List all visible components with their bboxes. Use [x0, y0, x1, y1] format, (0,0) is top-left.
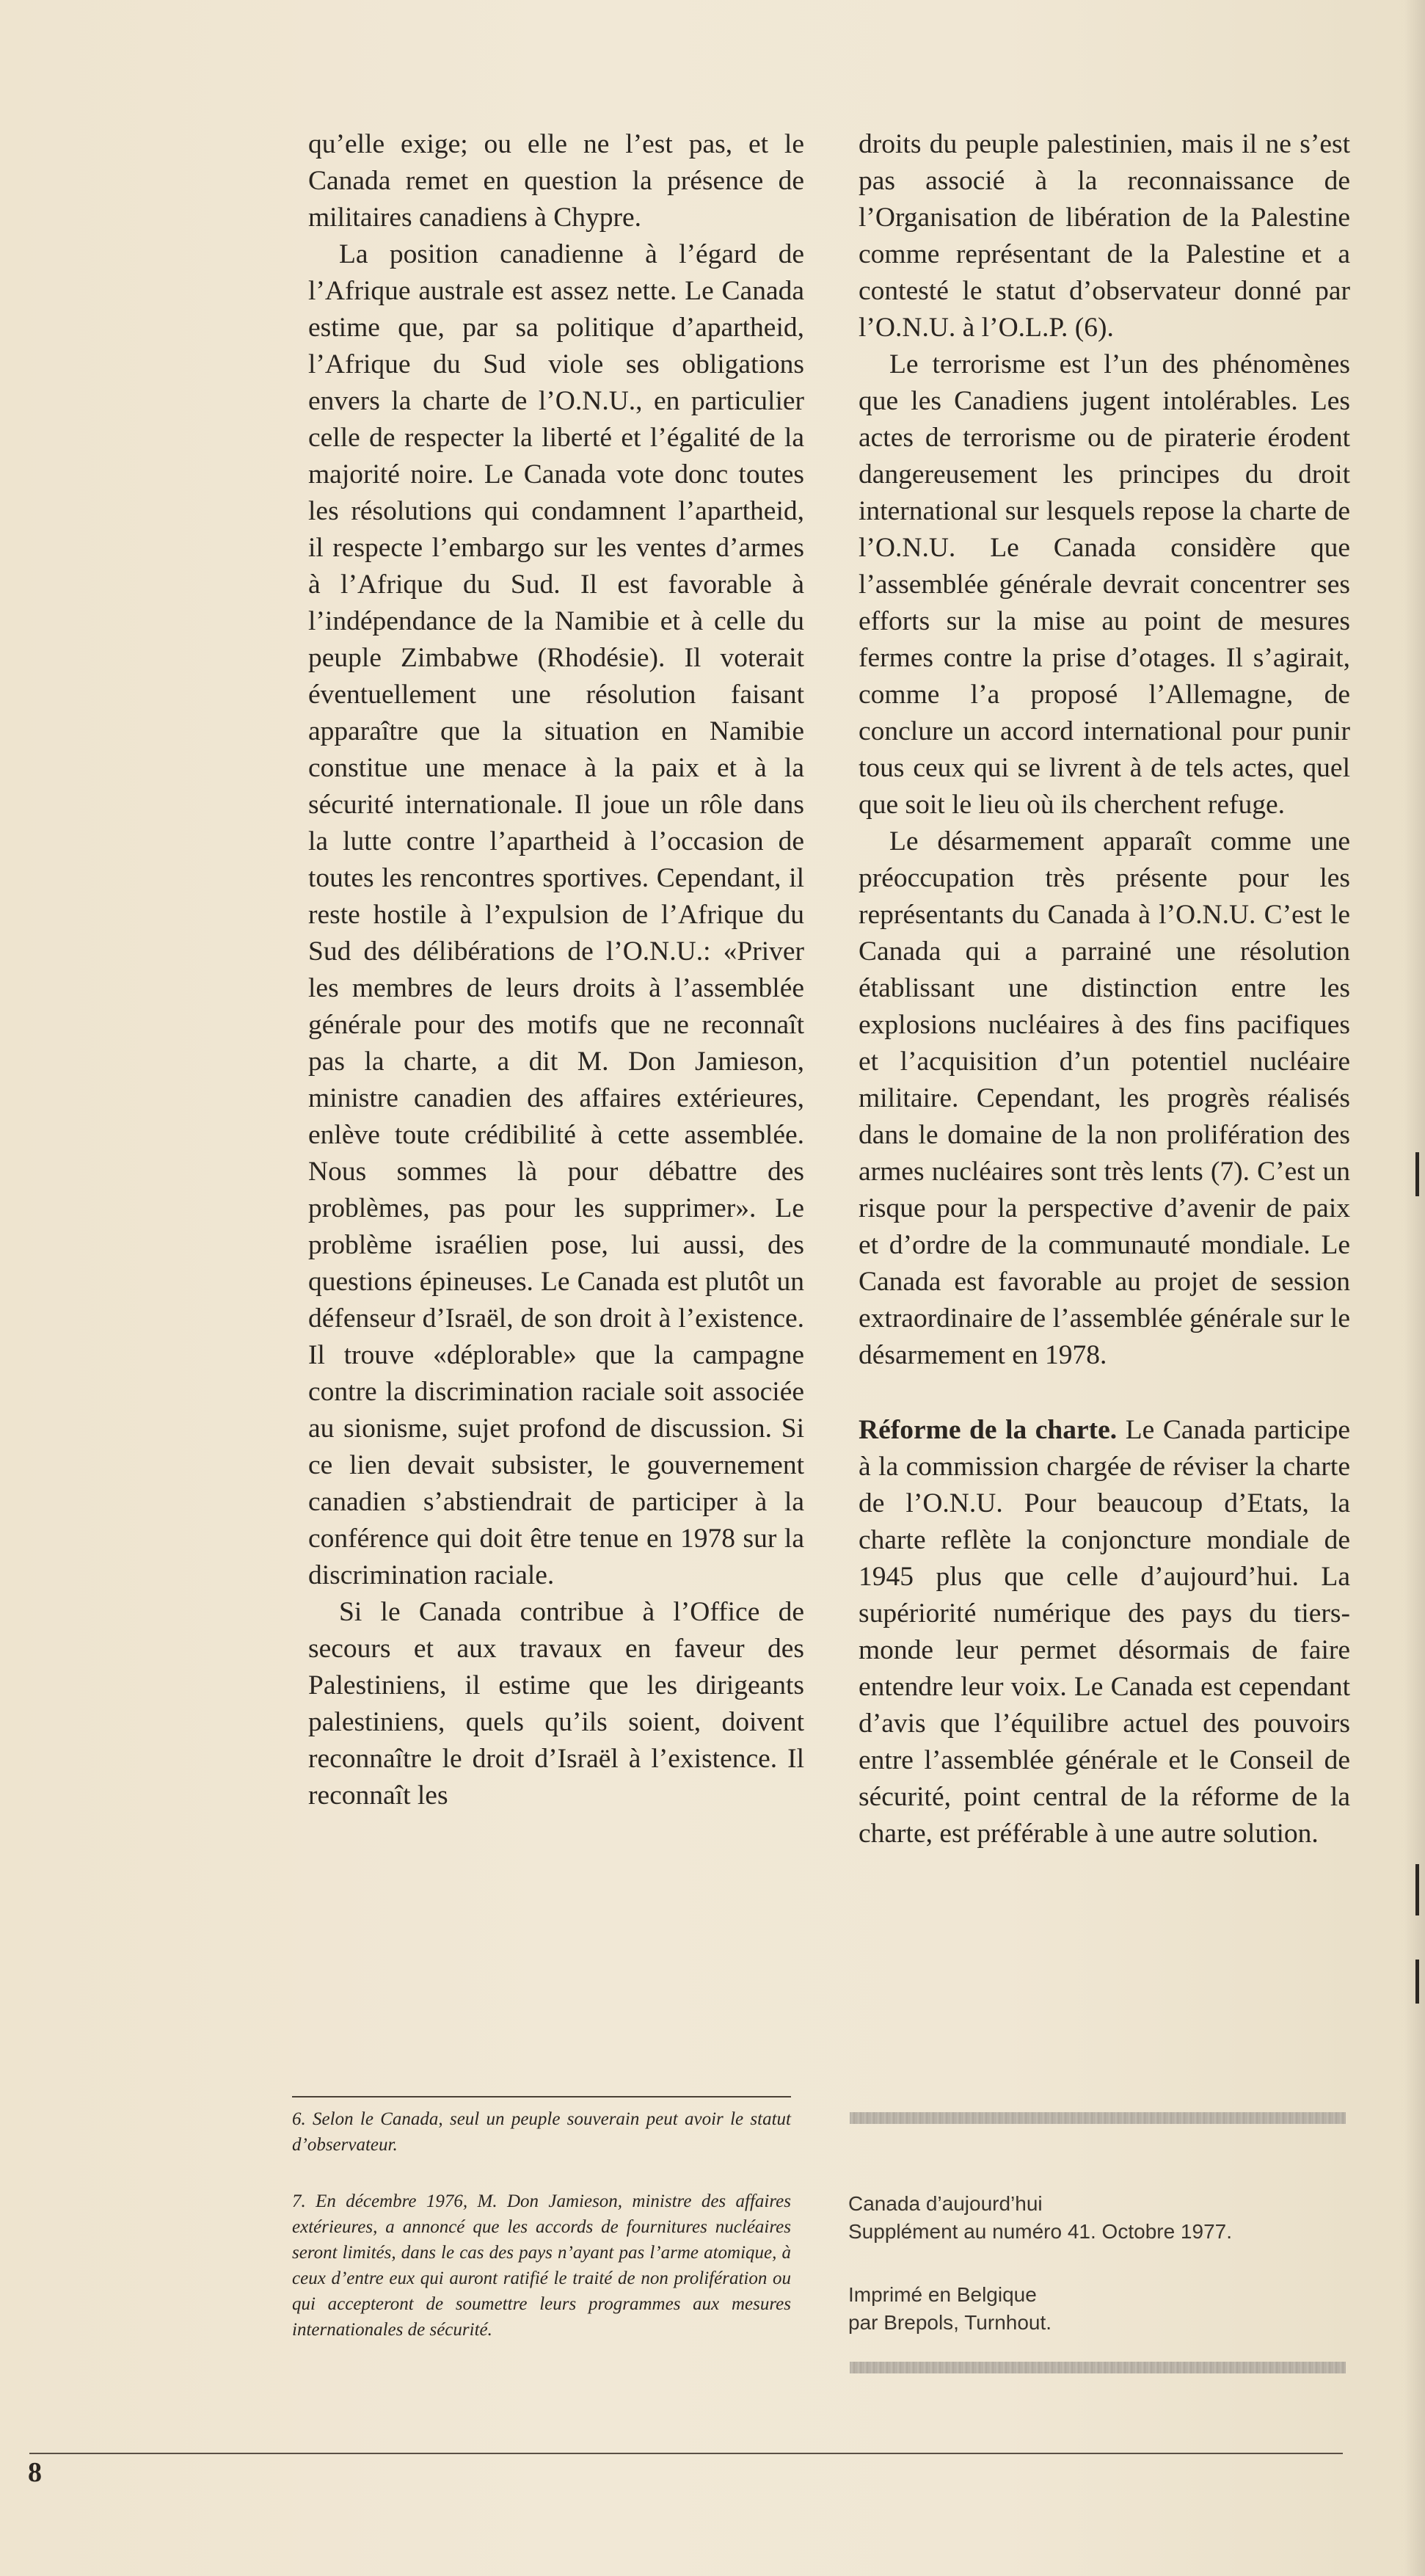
- colophon-printer: [848, 2281, 1347, 2337]
- colophon-bottom-bar: [850, 2362, 1346, 2373]
- page-number: 8: [28, 2457, 42, 2488]
- paragraph: droits du peuple palestinien, mais il ne s’est pas associé à la reconnaissance de l’Organisation de libération de la Palestine comme représentant de la Palestine et a contesté le statut d’observateur donné par l’O.N.U. à l’O.L.P. (6).: [859, 129, 1350, 343]
- colophon-top-bar: [850, 2112, 1346, 2124]
- right-text-column: [859, 126, 1350, 1852]
- edge-mark: [1415, 1864, 1419, 1915]
- edge-mark: [1415, 1152, 1419, 1196]
- paragraph: Le terrorisme est l’un des phénomènes que les Canadiens jugent intolérables. Les actes de terrorisme ou de piraterie érodent dangereusement les principes du droit international sur lesquels repose la charte de l’O.N.U. Le Canada considère que l’assemblée générale devrait concentrer ses efforts sur la mise au point de mesures fermes contre la prise d’otages. Il s’agirait, comme l’a proposé l’Allemagne, de conclure un accord international pour punir tous ceux qui se livrent à de tels actes, quel que soit le lieu où ils cherchent refuge.: [859, 349, 1350, 820]
- printer-line-2: par Brepols, Turnhout.: [848, 2311, 1052, 2334]
- footnote-7: 7. En décembre 1976, M. Don Jamieson, ministre des affaires extérieures, a annoncé que les accords de fournitures nucléaires seront limités, dans le cas des pays n’ayant pas l’arme atomique, à ceux d’entre eux qui auront ratifié le traité de non prolifération ou qui accepteront de soumettre leurs programmes aux mesures internationales de sécurité.: [292, 2191, 791, 2340]
- paragraph: Si le Canada contribue à l’Office de secours et aux travaux en faveur des Palestiniens, il estime que les dirigeants palestiniens, quels qu’ils soient, doivent reconnaître le droit d’Israël à l’existence. Il reconnaît les: [308, 1597, 804, 1811]
- paragraph: La position canadienne à l’égard de l’Afrique australe est assez nette. Le Canada estime que, par sa politique d’apartheid, l’Afrique du Sud viole ses obligations envers la charte de l’O.N.U., en particulier celle de respecter la liberté et l’égalité de la majorité noire. Le Canada vote donc toutes les résolutions qui condamnent l’apartheid, il respecte l’embargo sur les ventes d’armes à l’Afrique du Sud. Il est favorable à l’indépendance de la Namibie et à celle du peuple Zimbabwe (Rhodésie). Il voterait éventuellement une résolution faisant apparaître que la situation en Namibie constitue une menace à la paix et à la sécurité internationale. Il joue un rôle dans la lutte contre l’apartheid à l’occasion de toutes les rencontres sportives. Cependant, il reste hostile à l’expulsion de l’Afrique du Sud des délibérations de l’O.N.U.: «Priver les membres de leurs droits à l’assemblée générale pour des motifs que ne reconnaît pas la charte, a dit M. Don Jamieson, ministre canadien des affaires extérieures, enlève toute crédibilité à cette assemblée. Nous sommes là pour débattre des problèmes, pas pour les supprimer». Le problème israélien pose, lui aussi, des questions épineuses. Le Canada est plutôt un défenseur d’Israël, de son droit à l’existence. Il trouve «déplorable» que la campagne contre la discrimination raciale soit associée au sionisme, sujet profond de discussion. Si ce lien devait subsister, le gouvernement canadien s’abstiendrait de participer à la conférence qui doit être tenue en 1978 sur la discrimination raciale.: [308, 239, 804, 1590]
- publication-title: Canada d’aujourd’hui: [848, 2192, 1043, 2215]
- section-paragraph: [859, 1412, 1350, 1852]
- page-edge-shadow: [1404, 0, 1425, 2576]
- colophon-publication: [848, 2190, 1347, 2246]
- printer-line-1: Imprimé en Belgique: [848, 2283, 1037, 2306]
- page-bottom-rule: [29, 2453, 1343, 2454]
- issue-info: Supplément au numéro 41. Octobre 1977.: [848, 2220, 1233, 2243]
- edge-mark: [1415, 1960, 1419, 2004]
- paragraph: Le désarmement apparaît comme une préoccupation très présente pour les représentants du Canada à l’O.N.U. C’est le Canada qui a parrainé une résolution établissant une distinction entre les explosions nucléaires à des fins pacifiques et l’acquisition d’un potentiel nucléaire militaire. Cependant, les progrès réalisés dans le domaine de la non prolifération des armes nucléaires sont très lents (7). C’est un risque pour la perspective d’avenir de paix et d’ordre de la communauté mondiale. Le Canada est favorable au projet de session extraordinaire de l’assemblée générale sur le désarmement en 1978.: [859, 826, 1350, 1370]
- left-text-column: [308, 126, 804, 1814]
- section-heading: Réforme de la charte.: [859, 1415, 1118, 1445]
- section-text: Le Canada participe à la commission chargée de réviser la charte de l’O.N.U. Pour beaucoup d’Etats, la charte reflète la conjoncture mondiale de 1945 plus que celle d’aujourd’hui. La supériorité numérique des pays du tiers-monde leur permet désormais de faire entendre leur voix. Le Canada est cependant d’avis que l’équilibre actuel des pouvoirs entre l’assemblée générale et le Conseil de sécurité, point central de la réforme de la charte, est préférable à une autre solution.: [859, 1415, 1350, 1849]
- footnote-6: 6. Selon le Canada, seul un peuple souverain peut avoir le statut d’observateur.: [292, 2109, 791, 2155]
- paragraph: qu’elle exige; ou elle ne l’est pas, et le Canada remet en question la présence de militaires canadiens à Chypre.: [308, 129, 804, 233]
- footnote-divider: [292, 2096, 791, 2097]
